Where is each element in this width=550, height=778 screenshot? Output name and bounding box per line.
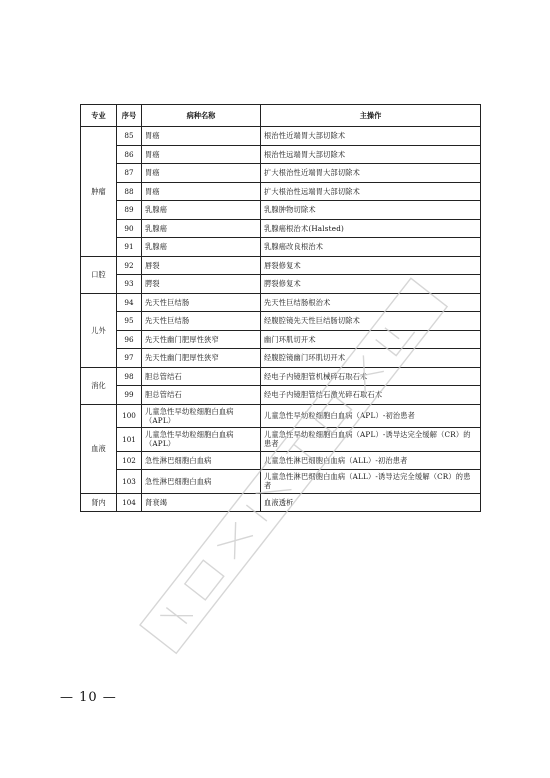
operation-cell: 经电子内镜胆管结石激光碎石取石术 [261, 386, 481, 405]
row-number: 90 [117, 219, 142, 238]
header-disease: 病种名称 [142, 105, 261, 127]
table-row [81, 312, 481, 331]
row-number: 91 [117, 238, 142, 257]
disease-cell: 乳腺癌 [142, 201, 261, 220]
table-row [81, 238, 481, 257]
disease-cell: 胃癌 [142, 182, 261, 201]
operation-cell: 根治性近端胃大部切除术 [261, 127, 481, 146]
row-number: 89 [117, 201, 142, 220]
table-row [81, 164, 481, 183]
table-row [81, 451, 481, 470]
table-row [81, 404, 481, 428]
table-row [81, 127, 481, 146]
header-number: 序号 [117, 105, 142, 127]
row-number: 94 [117, 293, 142, 312]
operation-cell: 乳腺癌根治术(Halsted) [261, 219, 481, 238]
table-row [81, 470, 481, 494]
disease-cell: 肾衰竭 [142, 493, 261, 512]
disease-cell: 儿童急性早幼粒细胞白血病（APL） [142, 428, 261, 452]
operation-cell: 经腹腔镜幽门环肌切开术 [261, 349, 481, 368]
operation-cell: 乳腺癌改良根治术 [261, 238, 481, 257]
operation-cell: 儿童急性淋巴细胞白血病（ALL）-初治患者 [261, 451, 481, 470]
row-number: 88 [117, 182, 142, 201]
operation-cell: 根治性远端胃大部切除术 [261, 145, 481, 164]
row-number: 86 [117, 145, 142, 164]
disease-cell: 乳腺癌 [142, 238, 261, 257]
operation-cell: 扩大根治性远端胃大部切除术 [261, 182, 481, 201]
row-number: 95 [117, 312, 142, 331]
disease-cell: 腭裂 [142, 275, 261, 294]
disease-cell: 儿童急性早幼粒细胞白血病（APL） [142, 404, 261, 428]
disease-cell: 先天性巨结肠 [142, 312, 261, 331]
specialty-cell: 消化 [81, 367, 117, 404]
table-row [81, 182, 481, 201]
table-row [81, 293, 481, 312]
disease-cell: 先天性幽门肥厚性狭窄 [142, 330, 261, 349]
row-number: 99 [117, 386, 142, 405]
disease-cell: 唇裂 [142, 256, 261, 275]
disease-cell: 胃癌 [142, 127, 261, 146]
disease-cell: 急性淋巴细胞白血病 [142, 451, 261, 470]
specialty-cell: 血液 [81, 404, 117, 493]
disease-cell: 先天性巨结肠 [142, 293, 261, 312]
disease-cell: 胃癌 [142, 164, 261, 183]
table-row [81, 330, 481, 349]
row-number: 103 [117, 470, 142, 494]
operation-cell: 腭裂修复术 [261, 275, 481, 294]
disease-cell: 急性淋巴细胞白血病 [142, 470, 261, 494]
table-row [81, 367, 481, 386]
operation-cell: 儿童急性早幼粒细胞白血病（APL）-诱导达完全缓解（CR）的患者 [261, 428, 481, 452]
row-number: 104 [117, 493, 142, 512]
row-number: 92 [117, 256, 142, 275]
operation-cell: 血液透析 [261, 493, 481, 512]
page-number: — 10 — [60, 690, 117, 705]
row-number: 85 [117, 127, 142, 146]
operation-cell: 经电子内镜胆管机械碎石取石术 [261, 367, 481, 386]
header-specialty: 专业 [81, 105, 117, 127]
row-number: 97 [117, 349, 142, 368]
operation-cell: 唇裂修复术 [261, 256, 481, 275]
operation-cell: 儿童急性淋巴细胞白血病（ALL）-诱导达完全缓解（CR）的患者 [261, 470, 481, 494]
procedure-table [80, 104, 481, 512]
table-row [81, 349, 481, 368]
table-row [81, 145, 481, 164]
table-row [81, 493, 481, 512]
row-number: 98 [117, 367, 142, 386]
disease-cell: 胃癌 [142, 145, 261, 164]
operation-cell: 乳腺肿物切除术 [261, 201, 481, 220]
operation-cell: 先天性巨结肠根治术 [261, 293, 481, 312]
specialty-cell: 肿瘤 [81, 127, 117, 257]
table-row [81, 219, 481, 238]
disease-cell: 胆总管结石 [142, 386, 261, 405]
table-row [81, 256, 481, 275]
operation-cell: 扩大根治性近端胃大部切除术 [261, 164, 481, 183]
table-row [81, 386, 481, 405]
row-number: 101 [117, 428, 142, 452]
specialty-cell: 口腔 [81, 256, 117, 293]
table-row [81, 275, 481, 294]
row-number: 102 [117, 451, 142, 470]
operation-cell: 幽门环肌切开术 [261, 330, 481, 349]
specialty-cell: 儿外 [81, 293, 117, 367]
specialty-cell: 肾内 [81, 493, 117, 512]
disease-cell: 乳腺癌 [142, 219, 261, 238]
disease-cell: 胆总管结石 [142, 367, 261, 386]
row-number: 100 [117, 404, 142, 428]
table-header-row [81, 105, 481, 127]
row-number: 93 [117, 275, 142, 294]
disease-cell: 先天性幽门肥厚性狭窄 [142, 349, 261, 368]
table-row [81, 428, 481, 452]
row-number: 87 [117, 164, 142, 183]
row-number: 96 [117, 330, 142, 349]
operation-cell: 经腹腔镜先天性巨结肠切除术 [261, 312, 481, 331]
header-operation: 主操作 [261, 105, 481, 127]
operation-cell: 儿童急性早幼粒细胞白血病（APL）-初治患者 [261, 404, 481, 428]
table-row [81, 201, 481, 220]
